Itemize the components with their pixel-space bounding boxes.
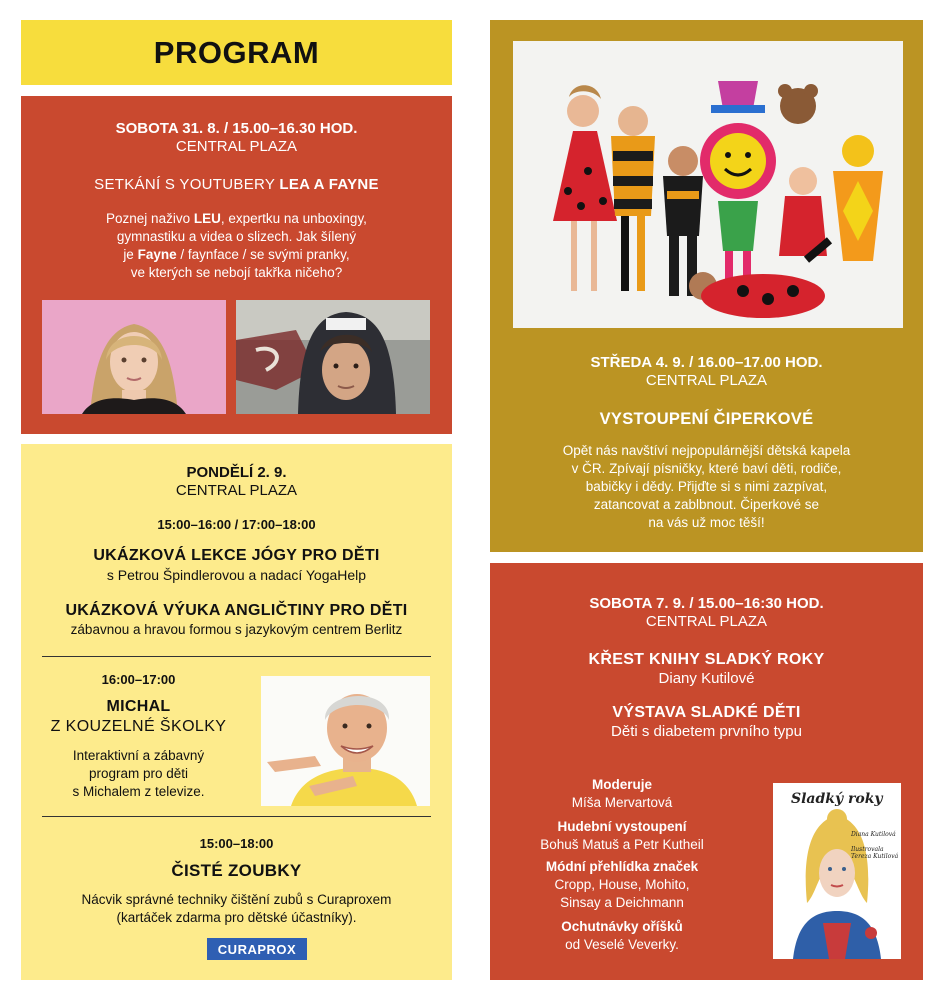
desc-line: gymnastiku a videa o slizech. Jak šílený <box>116 229 357 244</box>
ciperkove-photo <box>513 41 903 328</box>
event-panel-monday-2-9 <box>21 444 452 980</box>
desc-line: na vás už moc těší! <box>648 515 765 530</box>
event-location: CENTRAL PLAZA <box>645 372 768 389</box>
music-value: Bohuš Matuš a Petr Kutheil <box>540 837 704 852</box>
event-location: CENTRAL PLAZA <box>175 482 298 499</box>
book-cover-illustrator-label: Ilustrovala <box>851 846 884 853</box>
event-description <box>490 442 923 532</box>
event-description <box>21 210 452 282</box>
book-cover-credits <box>851 831 899 860</box>
event-date-time: STŘEDA 4. 9. / 16.00–17.00 HOD. <box>590 354 823 371</box>
desc-line: zatancovat a zablbnout. Čiperkové se <box>593 497 820 512</box>
event-panel-saturday-31-8 <box>21 96 452 434</box>
event-location: CENTRAL PLAZA <box>645 613 768 630</box>
book-cover-illustrator: Tereza Kutilová <box>851 853 899 860</box>
nuts-label: Ochutnávky oříšků <box>561 919 683 934</box>
section-divider <box>42 656 431 657</box>
teeth-title: ČISTÉ ZOUBKY <box>171 861 302 880</box>
desc-line: Nácvik správné techniky čištění zubů s Curaproxem <box>81 892 392 907</box>
book-cover <box>773 783 901 959</box>
book-cover-author: Diana Kutilová <box>851 831 896 838</box>
desc-highlight: LEU <box>193 211 221 226</box>
event-title <box>21 176 452 194</box>
fashion-label: Módní přehlídka značek <box>545 859 699 874</box>
event-title: VYSTOUPENÍ ČIPERKOVÉ <box>599 410 814 428</box>
desc-line: s Michalem z televize. <box>72 784 205 799</box>
yoga-title: UKÁZKOVÁ LEKCE JÓGY PRO DĚTI <box>93 547 380 564</box>
fashion-value: Sinsay a Deichmann <box>560 895 684 910</box>
moderator-value: Míša Mervartová <box>571 795 673 810</box>
event-time: 16:00–17:00 <box>101 672 176 687</box>
event-time: 15:00–18:00 <box>199 836 274 851</box>
lea-photo <box>42 300 226 414</box>
exhibition-title: VÝSTAVA SLADKÉ DĚTI <box>612 704 801 721</box>
michal-title: MICHAL <box>106 698 171 715</box>
teeth-description <box>21 891 452 927</box>
desc-text: / faynface / se svými pranky, <box>176 247 350 262</box>
event-date: PONDĚLÍ 2. 9. <box>186 464 287 481</box>
desc-line: v ČR. Zpívají písničky, které baví děti, rodiče, <box>571 461 842 476</box>
event-title-highlight: LEA A FAYNE <box>279 176 379 193</box>
english-subtitle: zábavnou a hravou formou s jazykovým centrem Berlitz <box>70 622 403 637</box>
fayne-photo <box>236 300 430 414</box>
program-header <box>21 20 452 85</box>
event-panel-wednesday-4-9 <box>490 20 923 552</box>
yoga-subtitle: s Petrou Špindlerovou a nadací YogaHelp <box>106 567 367 583</box>
event-date-time: SOBOTA 7. 9. / 15.00–16:30 HOD. <box>589 595 824 612</box>
book-author: Diany Kutilové <box>658 670 755 687</box>
michal-subtitle: Z KOUZELNÉ ŠKOLKY <box>50 718 227 735</box>
english-title: UKÁZKOVÁ VÝUKA ANGLIČTINY PRO DĚTI <box>65 602 408 619</box>
desc-highlight: Fayne <box>137 247 177 262</box>
event-panel-saturday-7-9 <box>490 563 923 980</box>
desc-text: Poznej naživo <box>106 211 194 226</box>
program-details <box>511 776 733 954</box>
page-title: PROGRAM <box>153 34 320 70</box>
event-time: 15:00–16:00 / 17:00–18:00 <box>157 517 316 532</box>
book-launch-title: KŘEST KNIHY SLADKÝ ROKY <box>588 651 825 668</box>
event-title-prefix: SETKÁNÍ S YOUTUBERY <box>94 176 280 193</box>
nuts-value: od Veselé Veverky. <box>565 937 679 952</box>
book-cover-title: Sladký roky <box>791 791 883 807</box>
desc-line: (kartáček zdarma pro dětské účastníky). <box>116 910 357 925</box>
michal-photo <box>261 676 430 806</box>
desc-line: babičky i dědy. Přijďte si s nimi zazpívat, <box>585 479 828 494</box>
event-location: CENTRAL PLAZA <box>175 138 298 155</box>
event-date-time: SOBOTA 31. 8. / 15.00–16.30 HOD. <box>115 120 358 137</box>
exhibition-subtitle: Děti s diabetem prvního typu <box>611 723 802 740</box>
michal-description <box>21 747 256 801</box>
desc-text: je <box>123 247 138 262</box>
desc-line: Opět nás navštíví nejpopulárnější dětská kapela <box>562 443 851 458</box>
desc-text: , expertku na unboxingy, <box>220 211 367 226</box>
curaprox-logo: CURAPROX <box>207 938 307 960</box>
moderator-label: Moderuje <box>591 777 652 792</box>
section-divider <box>42 816 431 817</box>
fashion-value: Cropp, House, Mohito, <box>554 877 690 892</box>
desc-line: program pro děti <box>88 766 189 781</box>
desc-line: ve kterých se nebojí takřka ničeho? <box>130 265 343 280</box>
desc-line: Interaktivní a zábavný <box>72 748 205 763</box>
music-label: Hudební vystoupení <box>557 819 687 834</box>
